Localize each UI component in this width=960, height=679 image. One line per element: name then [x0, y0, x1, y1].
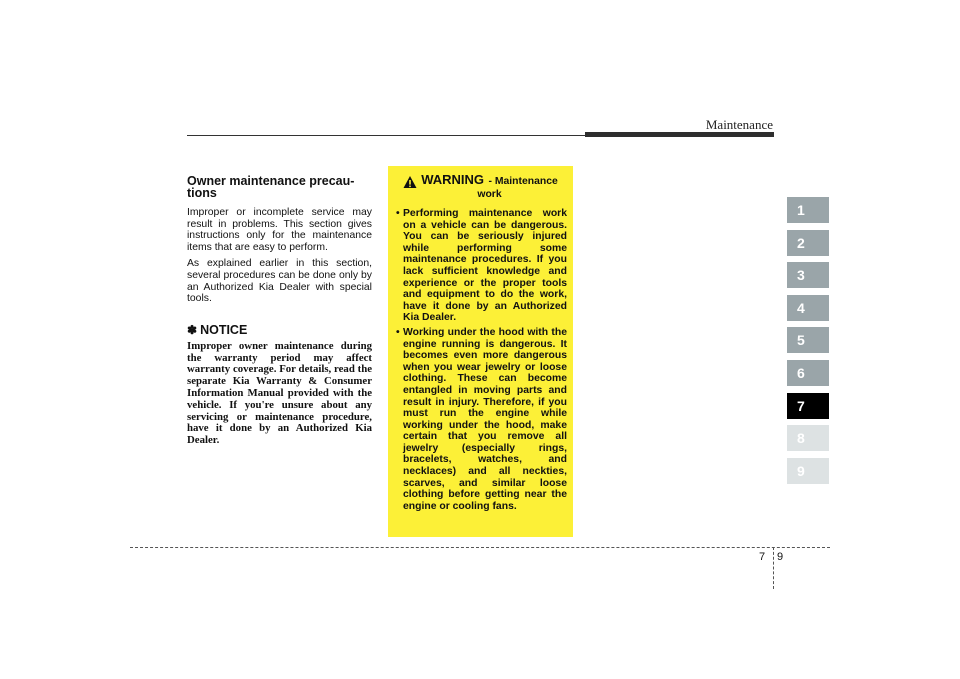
warning-item: [394, 208, 567, 324]
header-section-title: Maintenance: [705, 117, 773, 132]
notice-icon: ✽: [187, 322, 198, 337]
chapter-tab-5[interactable]: 5: [787, 327, 829, 353]
footer-rule: [130, 547, 830, 548]
chapter-tab-3[interactable]: 3: [787, 262, 829, 288]
notice-text: Improper owner maintenance during the warranty period may affect warranty coverage. For details, read the separate Kia Warranty & Consumer Information Manual provided with the vehicle. If you're unsure about any servicing or maintenance procedure, have it done by an Authorized Kia Dealer.: [187, 339, 372, 447]
body-paragraph: Improper or incomplete service may result in problems. This section gives instructions only for the maintenance items that are easy to perform.: [187, 207, 372, 253]
bullet-icon: •: [396, 326, 400, 338]
header-accent-bar: [585, 132, 774, 137]
warning-title-block: [421, 174, 558, 200]
warning-item-text: Working under the hood with the engine running is dangerous. It becomes even more dangerous when you wear jewelry or loose clothing. These can become entangled in moving parts and result in injury. Therefore, if you must run the engine while working under the hood, make certain that you remove all jewelry (especially rings, bracelets, watches, and necklaces) and all neckties, scarves, and similar loose clothing before getting near the engine or cooling fans.: [403, 326, 567, 512]
chapter-tab-4[interactable]: 4: [787, 295, 829, 321]
chapter-tab-2[interactable]: 2: [787, 230, 829, 256]
bullet-icon: •: [396, 208, 400, 219]
notice-heading: [187, 323, 372, 337]
chapter-tab-1[interactable]: 1: [787, 197, 829, 223]
left-column: [187, 175, 372, 447]
header-rule: [187, 135, 587, 136]
warning-header: [394, 174, 567, 200]
chapter-tab-7[interactable]: 7: [787, 393, 829, 419]
warning-item-text: Performing maintenance work on a vehicle can be dangerous. You can be seriously injured while performing some maintenance procedures. If you lack sufficient knowledge and experience or the proper tools and equipment to do the work, have it done by an Authorized Kia Dealer.: [403, 208, 567, 324]
page-number: 9: [777, 551, 784, 563]
body-paragraph: As explained earlier in this section, several procedures can be done only by an Authorized Kia Dealer with special tools.: [187, 258, 372, 305]
chapter-tab-9[interactable]: 9: [787, 458, 829, 484]
warning-subtitle: - Maintenance work: [477, 176, 558, 200]
chapter-tab-6[interactable]: 6: [787, 360, 829, 386]
warning-list: [394, 208, 567, 512]
warning-title: WARNING: [421, 172, 485, 187]
section-heading: Owner maintenance precau- tions: [187, 174, 355, 200]
chapter-tab-8[interactable]: 8: [787, 425, 829, 451]
footer-divider: [773, 547, 774, 589]
chapter-tabs: [787, 197, 829, 490]
notice-title: NOTICE: [200, 322, 248, 337]
warning-box: [388, 166, 573, 537]
page-chapter-number: 7: [759, 551, 766, 563]
warning-triangle-icon: [403, 175, 417, 189]
warning-item: [394, 327, 567, 513]
